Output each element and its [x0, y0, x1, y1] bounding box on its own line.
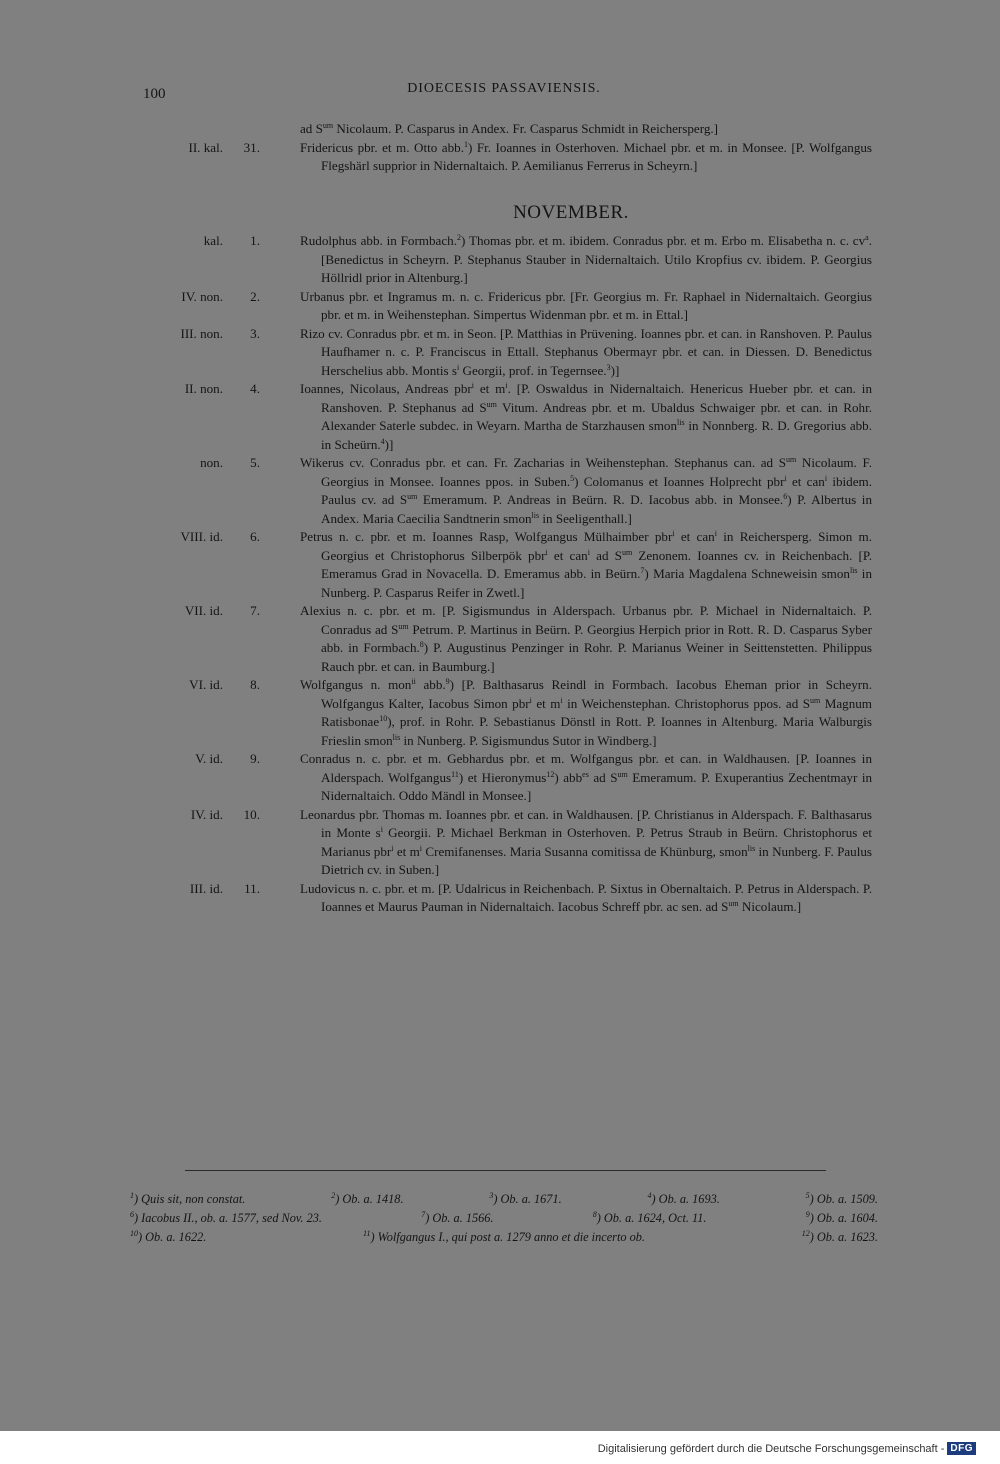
entry-date: VIII. id. [180, 529, 223, 544]
november-entries [140, 232, 872, 917]
footer-text: Digitalisierung gefördert durch die Deutsche Forschungsgemeinschaft - [597, 1442, 945, 1455]
entry-date: non. [200, 455, 223, 470]
footnote: $^9$) Ob. a. 1604. [805, 1210, 878, 1225]
footnote: $^8$) Ob. a. 1624, Oct. 11. [592, 1210, 707, 1225]
entry-date: III. non. [180, 325, 223, 341]
entry-text: Ioannes, Nicolaus, Andreas pbr$^i$ et $m^i$. [P. Oswaldus in Nidernaltaich. Henericus Hueber pbr. et can. in Ranshoven. P. Stephanus ad $S^{um}$ Vitum. Andreas pbr. et m. Ubaldus Schwaiger pbr. et can. in Rohr. Alexander Saterle subdec. in Weyarn. Martha de Starzhausen smon$^{lis}$ in Nonnberg. R. D. Gregorius abb. in Scheürn.$^4$)] [300, 381, 873, 452]
footnote-line [130, 1190, 878, 1209]
footnote: $^{10}$) Ob. a. 1622. [130, 1229, 207, 1244]
page-number: 100 [143, 86, 166, 102]
footnote: $^2$) Ob. a. 1418. [331, 1191, 404, 1206]
calendar-entry [140, 139, 872, 176]
entry-text: Fridericus pbr. et m. Otto abb.$^1$) Fr. Ioannes in Osterhoven. Michael pbr. et m. in Monsee. [P. Wolfgangus Flegshärl supprior in Nidernaltaich. P. Aemilianus Ferrerus in Scheyrn.] [300, 139, 873, 173]
calendar-entry [140, 454, 872, 528]
footnote: $^5$) Ob. a. 1509. [805, 1191, 878, 1206]
entry-day-number: 10. [243, 806, 260, 822]
footnote: $^3$) Ob. a. 1671. [489, 1191, 562, 1206]
entry-day-number: 31. [243, 139, 260, 155]
entry-day-number: 3. [250, 325, 260, 341]
footnote: $^{12}$) Ob. a. 1623. [801, 1229, 878, 1244]
entry-text: Wikerus cv. Conradus pbr. et can. Fr. Zacharias in Weihenstephan. Stephanus can. ad $S^{um}$ Nicolaum. F. Georgius in Monsee. Ioannes ppos. in Suben.$^5$) Colomanus et Ioannes Holprecht pbr$^i$ et can$^i$ ibidem. Paulus cv. ad $S^{um}$ Emeramum. P. Andreas in Beürn. R. D. Iacobus abb. in Monsee.$^6$) P. Albertus in Andex. Maria Caecilia Sandtnerin smon$^{lis}$ in Seeligenthall.] [300, 455, 872, 526]
footnote: $^{11}$) Wolfgangus I., qui post a. 1279 anno et die incerto ob. [363, 1229, 645, 1244]
entry-day-number: 7. [250, 603, 260, 618]
entry-text: Urbanus pbr. et Ingramus m. n. c. Fridericus pbr. [Fr. Georgius m. Fr. Raphael in Nidernaltaich. Georgius pbr. et m. in Weihenstephan. Simpertus Widenman pbr. et m. in Ettal.] [300, 288, 872, 322]
entry-date: VI. id. [189, 677, 223, 692]
calendar-entry [140, 288, 872, 325]
month-heading: NOVEMBER. [513, 201, 629, 223]
entry-date: II. non. [184, 381, 223, 396]
entry-date: II. kal. [188, 139, 223, 155]
entry-day-number: 4. [250, 381, 260, 396]
footnotes [130, 1190, 878, 1247]
entry-text: Conradus n. c. pbr. et m. Gebhardus pbr. et m. Wolfgangus pbr. et can. in Waldhausen. [P. Ioannes in Alderspach. Wolfgangus$^{11}$) et Hieronymus$^{12}$) abb$^{es}$ ad $S^{um}$ Emeramum. P. Exuperantius Zechentmayr in Nidernaltaich. Oddo Mändl in Monsee.] [300, 751, 873, 803]
calendar-entry [140, 380, 872, 454]
entry-text: Leonardus pbr. Thomas m. Ioannes pbr. et can. in Waldhausen. [P. Christianus in Alderspach. F. Balthasarus in Monte $s^i$ Georgii. P. Michael Berkman in Osterhoven. P. Petrus Straub in Beürn. Christophorus et Marianus pbr$^i$ et $m^i$ Cremifanenses. Maria Susanna comitissa de Khünburg, smon$^{lis}$ in Nunberg. F. Paulus Dietrich cv. in Suben.] [300, 806, 873, 877]
entry-date: IV. non. [181, 288, 223, 304]
calendar-entry [140, 880, 872, 917]
footnote: $^7$) Ob. a. 1566. [421, 1210, 494, 1225]
footnote-rule [185, 1170, 826, 1171]
entry-date: IV. id. [190, 806, 223, 822]
calendar-entry [140, 806, 872, 880]
entry-text: Rizo cv. Conradus pbr. et m. in Seon. [P. Matthias in Prüvening. Ioannes pbr. et can. in Ranshoven. P. Paulus Haufhamer n. c. P. Franciscus in Ettall. Stephanus Obermayr pbr. et can. in Diessen. D. Benedictus Herschelius abb. Montis $s^i$ Georgii, prof. in Tegernsee.$^3$)] [300, 325, 872, 378]
entry-day-number: 1. [250, 233, 260, 248]
calendar-entry [140, 325, 872, 381]
calendar-entry [140, 232, 872, 288]
dfg-logo-icon: DFG [947, 1442, 976, 1455]
entry-day-number: 11. [244, 880, 260, 896]
entry-date: kal. [203, 233, 223, 248]
footer-credit[interactable] [598, 1442, 976, 1455]
entry-text: Ludovicus n. c. pbr. et m. [P. Udalricus in Reichenbach. P. Sixtus in Obernaltaich. P. Petrus in Alderspach. P. Ioannes et Maurus Pauman in Nidernaltaich. Iacobus Schreff pbr. ac sen. ad $S^{um}$ Nicolaum.] [300, 880, 872, 914]
footer-bar [0, 1431, 1000, 1464]
entry-text: Alexius n. c. pbr. et m. [P. Sigismundus in Alderspach. Urbanus pbr. P. Michael in Nidernaltaich. P. Conradus ad $S^{um}$ Petrum. P. Martinus in Beürn. P. Georgius Herpich prior in Rott. R. D. Casparus Syber abb. in Formbach.$^8$) P. Augustinus Penzinger in Rohr. P. Marianus Weiner in Seittenstetten. Philippus Rauch pbr. et can. in Baumburg.] [300, 603, 872, 674]
entry-text: Wolfgangus n. mon$^{ii}$ abb.$^9$) [P. Balthasarus Reindl in Formbach. Iacobus Eheman prior in Scheyrn. Wolfgangus Kalter, Iacobus Simon pbr$^i$ et $m^i$ in Weichenstephan. Christophorus ppos. ad $S^{um}$ Magnum Ratisbonae$^{10}$), prof. in Rohr. P. Sebastianus Dönstl in Rott. P. Ioannes in Altenburg. Maria Walburgis Frieslin smon$^{lis}$ in Nunberg. P. Sigismundus Sutor in Windberg.] [300, 677, 872, 748]
page-header: DIOECESIS PASSAVIENSIS. [407, 81, 601, 96]
entry-day-number: 9. [250, 751, 260, 766]
footnote-line [130, 1209, 878, 1228]
footnote-line [130, 1228, 878, 1247]
entry-text: Petrus n. c. pbr. et m. Ioannes Rasp, Wolfgangus Mülhaimber pbr$^i$ et can$^i$ in Reichersperg. Simon m. Georgius et Christophorus Silberpök pbr$^i$ et can$^i$ ad $S^{um}$ Zenonem. Ioannes cv. in Reichenbach. [P. Emeramus Grad in Novacella. D. Emeramus abb. in Beürn.$^7$) Maria Magdalena Schneweisin smon$^{lis}$ in Nunberg. P. Casparus Reifer in Zwetl.] [300, 529, 873, 600]
calendar-entry [140, 528, 872, 602]
entry-day-number: 6. [250, 529, 260, 544]
footnote: $^4$) Ob. a. 1693. [647, 1191, 720, 1206]
footnote: $^1$) Quis sit, non constat. [130, 1191, 246, 1206]
entry-text: Rudolphus abb. in Formbach.$^2$) Thomas pbr. et m. ibidem. Conradus pbr. et m. Erbo m. Elisabetha n. c. $cv^a$. [Benedictus in Scheyrn. P. Stephanus Stauber in Nidernaltaich. Utilo Kropfius cv. ibidem. P. Georgius Höllridl prior in Altenburg.] [300, 233, 872, 285]
footnote: $^6$) Iacobus II., ob. a. 1577, sed Nov. 23. [130, 1210, 322, 1225]
calendar-entry [140, 676, 872, 750]
october-entries [140, 139, 872, 176]
entry-day-number: 2. [250, 288, 260, 304]
entry-day-number: 5. [250, 455, 260, 470]
continuation-text: ad $S^{um}$ Nicolaum. P. Casparus in Andex. Fr. Casparus Schmidt in Reichersperg.] [300, 121, 719, 136]
entry-date: VII. id. [184, 603, 223, 618]
entry-date: V. id. [195, 751, 223, 766]
calendar-entry [140, 602, 872, 676]
main-text [140, 120, 872, 917]
entry-day-number: 8. [250, 677, 260, 692]
entry-date: III. id. [189, 880, 223, 896]
calendar-entry [140, 750, 872, 806]
